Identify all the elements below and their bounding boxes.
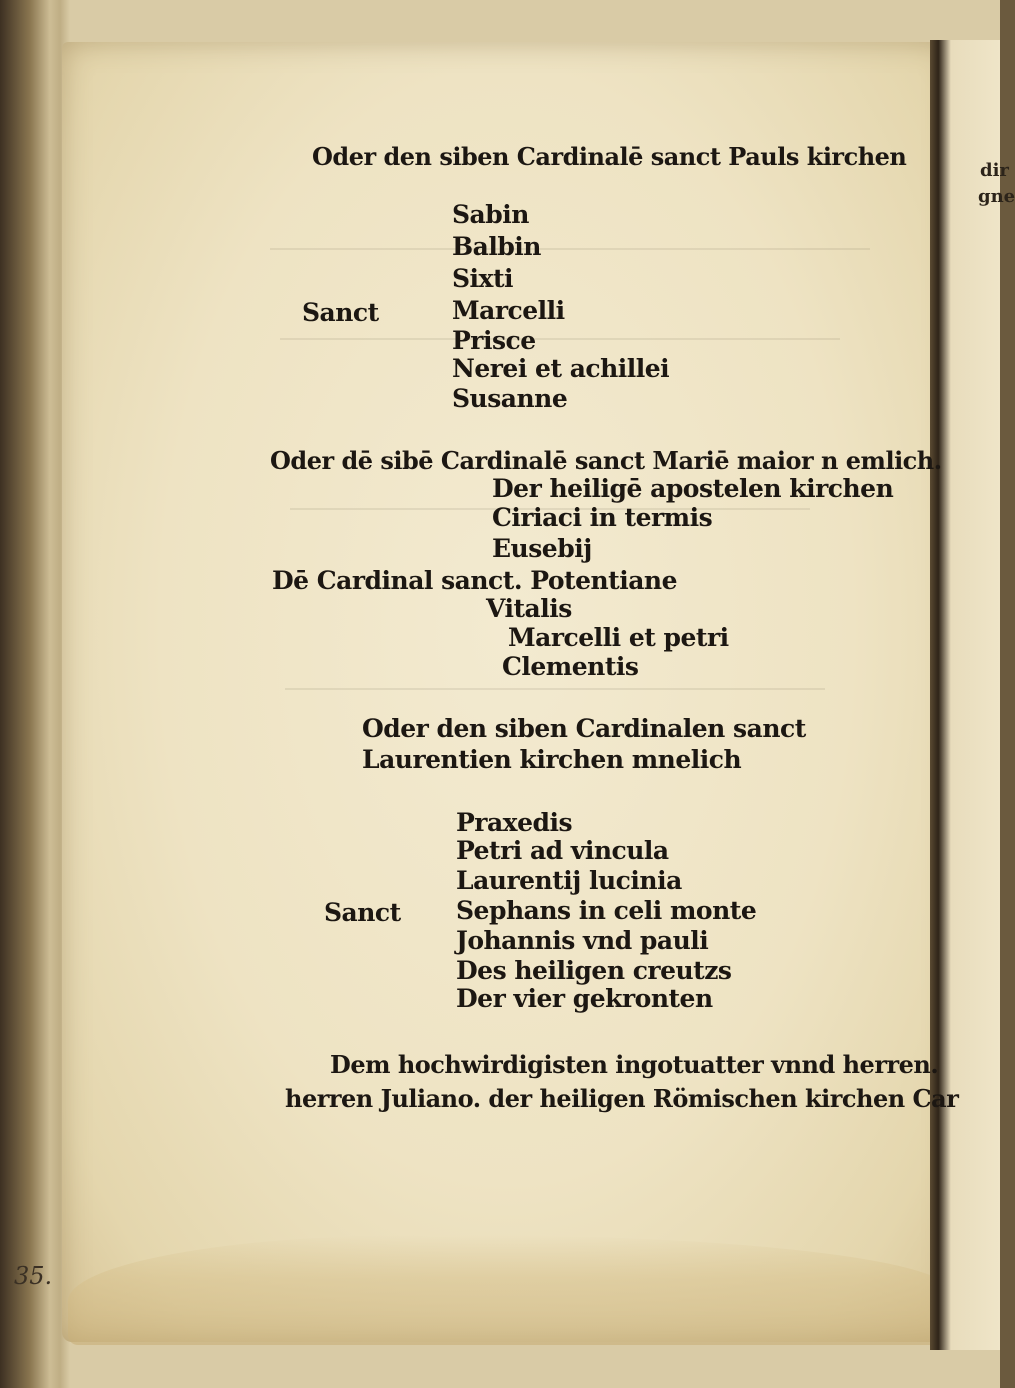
list-item: Marcelli (452, 296, 565, 325)
water-stain (68, 1235, 948, 1345)
list-item: Johannis vnd pauli (456, 926, 709, 955)
list-item: Der vier gekronten (456, 984, 713, 1013)
list-item: Nerei et achillei (452, 354, 670, 383)
heading-paul: Oder den siben Cardinalē sanct Pauls kirchen (312, 142, 907, 171)
bleed-through-line (270, 228, 870, 250)
sanct-label: Sanct (302, 298, 379, 327)
facing-page-gutter (930, 40, 1000, 1350)
list-item: Clementis (502, 652, 639, 681)
list-item: Marcelli et petri (508, 623, 729, 652)
list-item: Des heiligen creutzs (456, 956, 732, 985)
heading-marie: Oder dē sibē Cardinalē sanct Mariē maior n emlich. (270, 446, 942, 475)
list-item: Eusebij (492, 534, 592, 563)
closing-line-1: Dem hochwirdigisten ingotuatter vnnd herren. (330, 1050, 939, 1079)
list-item: Laurentij lucinia (456, 866, 682, 895)
list-item: Sephans in celi monte (456, 896, 757, 925)
sanct-label: Sanct (324, 898, 401, 927)
list-item: Praxedis (456, 808, 573, 837)
list-item: Ciriaci in termis (492, 503, 713, 532)
list-item: Balbin (452, 232, 541, 261)
facing-page-text: gne (978, 186, 1015, 207)
list-item: Sixti (452, 264, 514, 293)
list-item: Vitalis (486, 594, 572, 623)
potentiane-line: Dē Cardinal sanct. Potentiane (272, 566, 677, 595)
list-item: Der heiligē apostelen kirchen (492, 474, 894, 503)
list-item: Prisce (452, 326, 536, 355)
list-item: Sabin (452, 200, 529, 229)
closing-line-2: herren Juliano. der heiligen Römischen kirchen Car (285, 1084, 959, 1113)
facing-page-text: dir (980, 160, 1009, 181)
folio-number: 35. (14, 1262, 53, 1290)
heading-laurentien-2: Laurentien kirchen mnelich (362, 745, 742, 774)
heading-laurentien-1: Oder den siben Cardinalen sanct (362, 714, 806, 743)
list-item: Petri ad vincula (456, 836, 669, 865)
list-item: Susanne (452, 384, 568, 413)
